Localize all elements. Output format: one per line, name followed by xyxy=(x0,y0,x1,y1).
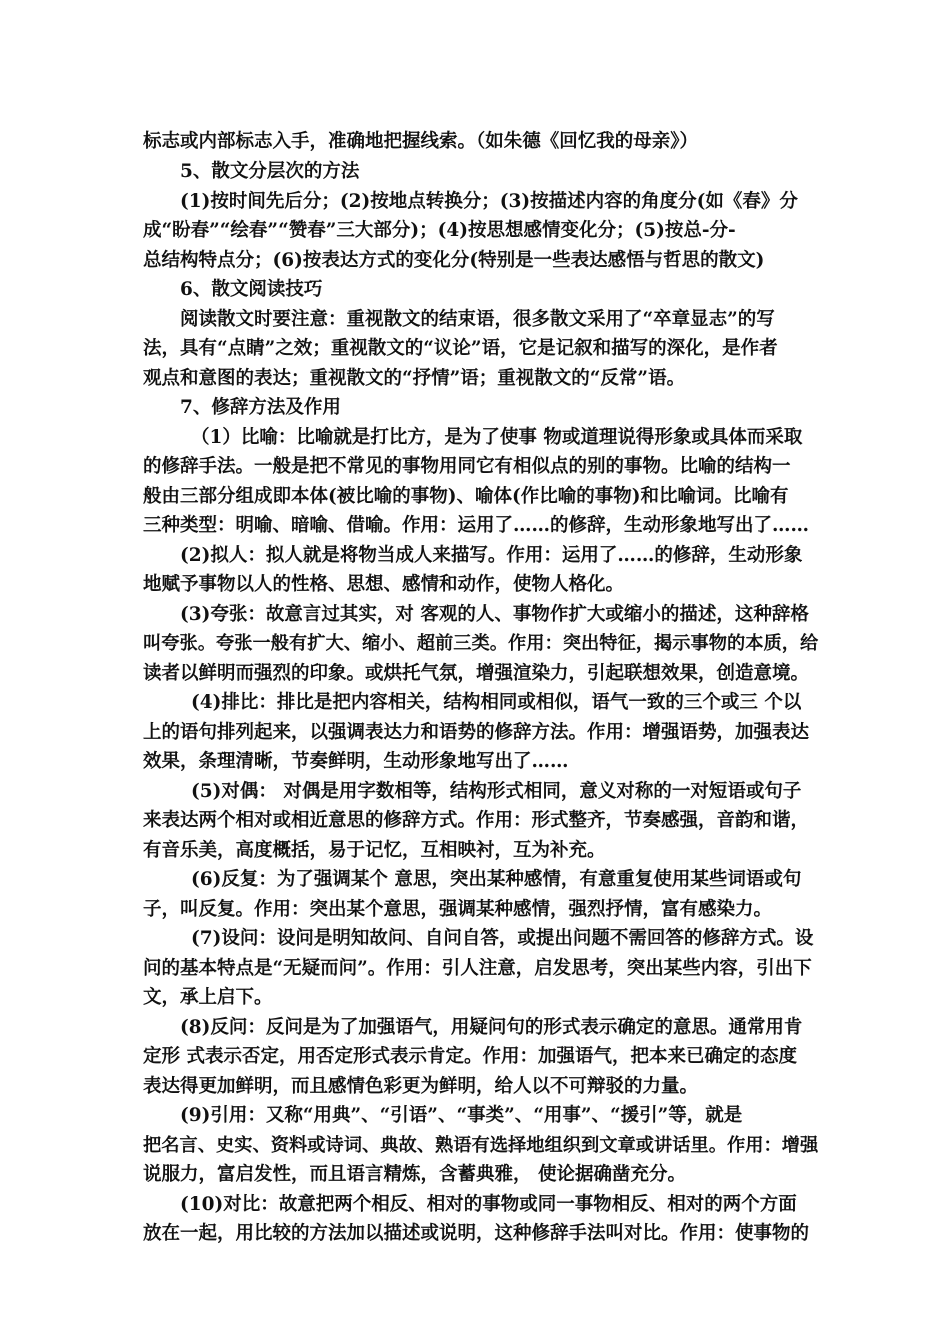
text-line: (5)对偶： 对偶是用字数相等，结构形式相同，意义对称的一对短语或句子 xyxy=(191,781,802,802)
text-line: 表达得更加鲜明，而且感情色彩更为鲜明，给人以不可辩驳的力量。 xyxy=(143,1076,699,1097)
text-line: 叫夸张。夸张一般有扩大、缩小、超前三类。作用：突出特征，揭示事物的本质，给 xyxy=(143,633,819,654)
text-line: 把名言、史实、资料或诗词、典故、熟语有选择地组织到文章或讲话里。作用：增强 xyxy=(143,1135,819,1156)
text-line: (10)对比：故意把两个相反、相对的事物或同一事物相反、相对的两个方面 xyxy=(180,1194,797,1215)
text-line: 读者以鲜明而强烈的印象。或烘托气氛，增强渲染力，引起联想效果，创造意境。 xyxy=(143,663,810,684)
text-line: 放在一起，用比较的方法加以描述或说明，这种修辞手法叫对比。作用：使事物的 xyxy=(143,1223,810,1244)
text-line: (8)反问：反问是为了加强语气，用疑问句的形式表示确定的意思。通常用肯 xyxy=(180,1017,803,1038)
text-line: 效果，条理清晰，节奏鲜明，生动形象地写出了…… xyxy=(143,751,569,772)
section-heading: 7、修辞方法及作用 xyxy=(180,397,341,418)
text-line: 子，叫反复。作用：突出某个意思，强调某种感情，强烈抒情，富有感染力。 xyxy=(143,899,773,920)
text-line: (1)按时间先后分；(2)按地点转换分；(3)按描述内容的角度分(如《春》分 xyxy=(180,191,798,212)
text-line: 成“盼春”“绘春”“赞春”三大部分)；(4)按思想感情变化分；(5)按总-分- xyxy=(143,220,736,241)
text-line: 法，具有“点睛”之效；重视散文的“议论”语，它是记叙和描写的深化，是作者 xyxy=(143,338,778,359)
text-line: (4)排比：排比是把内容相关，结构相同或相似，语气一致的三个或三 个以 xyxy=(191,692,802,713)
text-line: 上的语句排列起来，以强调表达力和语势的修辞方法。作用：增强语势，加强表达 xyxy=(143,722,810,743)
text-line: 问的基本特点是“无疑而问”。作用：引人注意，启发思考，突出某些内容，引出下 xyxy=(143,958,812,979)
text-line: 有音乐美，高度概括，易于记忆，互相映衬，互为补充。 xyxy=(143,840,606,861)
text-line: (7)设问：设问是明知故问、自问自答，或提出问题不需回答的修辞方式。设 xyxy=(191,928,814,949)
section-heading: 5、散文分层次的方法 xyxy=(180,161,360,182)
text-line: 阅读散文时要注意：重视散文的结束语，很多散文采用了“卒章显志”的写 xyxy=(180,309,775,330)
text-line: (6)反复：为了强调某个 意思，突出某种感情，有意重复使用某些词语或句 xyxy=(191,869,802,890)
text-line: 定形 式表示否定，用否定形式表示肯定。作用：加强语气，把本来已确定的态度 xyxy=(143,1046,797,1067)
text-line: 般由三部分组成即本体(被比喻的事物)、喻体(作比喻的事物)和比喻词。比喻有 xyxy=(143,486,789,507)
text-line: (9)引用：又称“用典”、“引语”、“事类”、“用事”、“援引”等，就是 xyxy=(180,1105,743,1126)
text-line: 观点和意图的表达；重视散文的“抒情”语；重视散文的“反常”语。 xyxy=(143,368,686,389)
text-line: (3)夸张：故意言过其实，对 客观的人、事物作扩大或缩小的描述，这种辞格 xyxy=(180,604,809,625)
text-line: （1）比喻：比喻就是打比方，是为了使事 物或道理说得形象或具体而采取 xyxy=(191,427,803,448)
text-line: 标志或内部标志入手，准确地把握线索。（如朱德《回忆我的母亲》） xyxy=(143,131,699,152)
text-line: 的修辞手法。一般是把不常见的事物用同它有相似点的别的事物。比喻的结构一 xyxy=(143,456,791,477)
text-line: 文，承上启下。 xyxy=(143,987,273,1008)
text-line: 总结构特点分；(6)按表达方式的变化分(特别是一些表达感悟与哲思的散文) xyxy=(143,250,765,271)
text-line: 说服力，富启发性，而且语言精炼，含蓄典雅， 使论据确凿充分。 xyxy=(143,1164,686,1185)
text-line: (2)拟人：拟人就是将物当成人来描写。作用：运用了……的修辞，生动形象 xyxy=(180,545,803,566)
section-heading: 6、散文阅读技巧 xyxy=(180,279,323,300)
text-line: 地赋予事物以人的性格、思想、感情和动作，使物人格化。 xyxy=(143,574,625,595)
text-line: 三种类型：明喻、暗喻、借喻。作用：运用了……的修辞，生动形象地写出了…… xyxy=(143,515,810,536)
text-line: 来表达两个相对或相近意思的修辞方式。作用：形式整齐，节奏感强，音韵和谐， xyxy=(143,810,810,831)
